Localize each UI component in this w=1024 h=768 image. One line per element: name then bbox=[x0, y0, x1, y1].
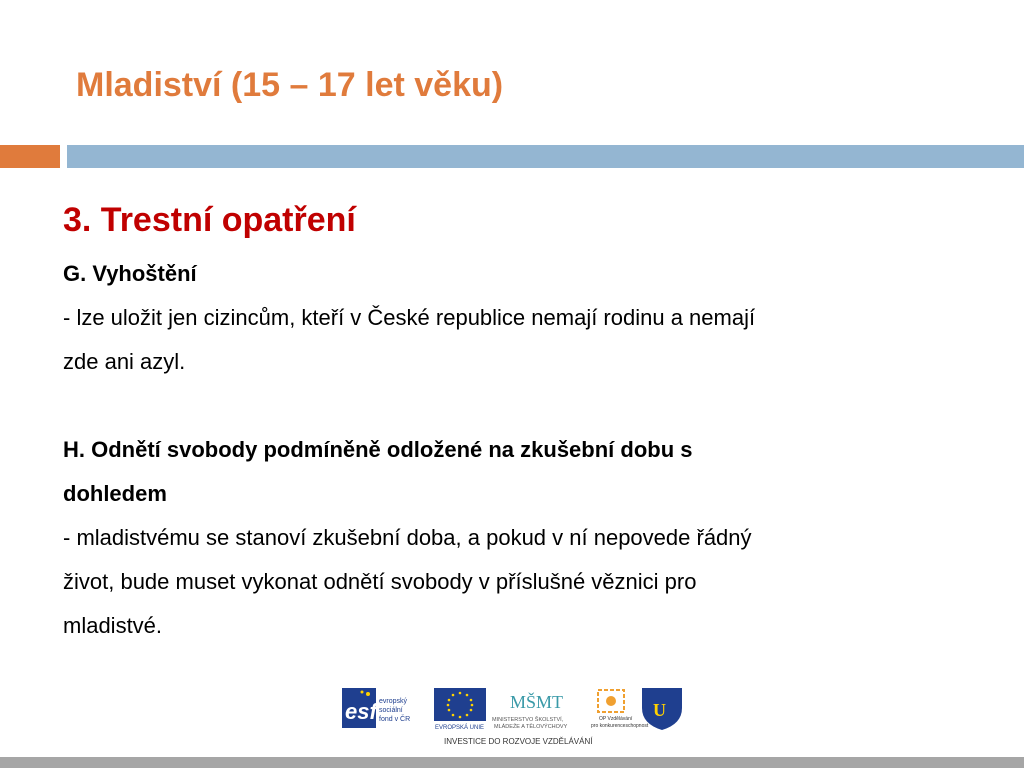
section-h-text-line: - mladistvému se stanoví zkušební doba, a pokud v ní nepovede řádný bbox=[63, 525, 752, 550]
svg-text:MŠMT: MŠMT bbox=[510, 692, 564, 712]
bottom-bar bbox=[0, 757, 1024, 768]
eu-flag-logo bbox=[434, 688, 486, 731]
section-h-title-line: H. Odnětí svobody podmíněně odložené na zkušební dobu s bbox=[63, 437, 693, 462]
footer-logos bbox=[342, 686, 687, 748]
esf-logo bbox=[342, 688, 410, 728]
spacer bbox=[63, 384, 983, 428]
esf-line: evropský bbox=[379, 698, 408, 705]
msmt-line: MLÁDEŽE A TĚLOVÝCHOVY bbox=[494, 724, 568, 730]
footer-tagline: INVESTICE DO ROZVOJE VZDĚLÁVÁNÍ bbox=[444, 737, 593, 746]
msmt-line: MINISTERSTVO ŠKOLSTVÍ, bbox=[492, 717, 564, 723]
section-g-text-line: - lze uložit jen cizincům, kteří v České republice nemají rodinu a nemají bbox=[63, 305, 756, 330]
section-g-text-line: zde ani azyl. bbox=[63, 349, 186, 374]
op-line: OP Vzdělávání bbox=[599, 716, 633, 722]
esf-line: sociální bbox=[379, 707, 403, 714]
svg-text:esf: esf bbox=[345, 699, 377, 724]
section-h-text-line: život, bude muset vykonat odnětí svobody v příslušné věznici pro bbox=[63, 569, 697, 594]
accent-bar-blue bbox=[67, 145, 1024, 168]
op-logo bbox=[591, 690, 649, 729]
op-line: pro konkurenceschopnost bbox=[591, 723, 649, 729]
slide-title: Mladiství (15 – 17 let věku) bbox=[76, 66, 504, 104]
esf-line: fond v ČR bbox=[379, 716, 411, 723]
section-heading: 3. Trestní opatření bbox=[63, 201, 356, 239]
section-h-title-line: dohledem bbox=[63, 481, 167, 506]
section-g-title: G. Vyhoštění bbox=[63, 261, 197, 286]
msmt-logo bbox=[492, 691, 568, 730]
svg-text:U: U bbox=[653, 700, 666, 720]
slide-body bbox=[63, 198, 983, 648]
eu-label: EVROPSKÁ UNIE bbox=[435, 725, 485, 731]
accent-bar-orange bbox=[0, 145, 60, 168]
section-h-text-line: mladistvé. bbox=[63, 613, 163, 638]
